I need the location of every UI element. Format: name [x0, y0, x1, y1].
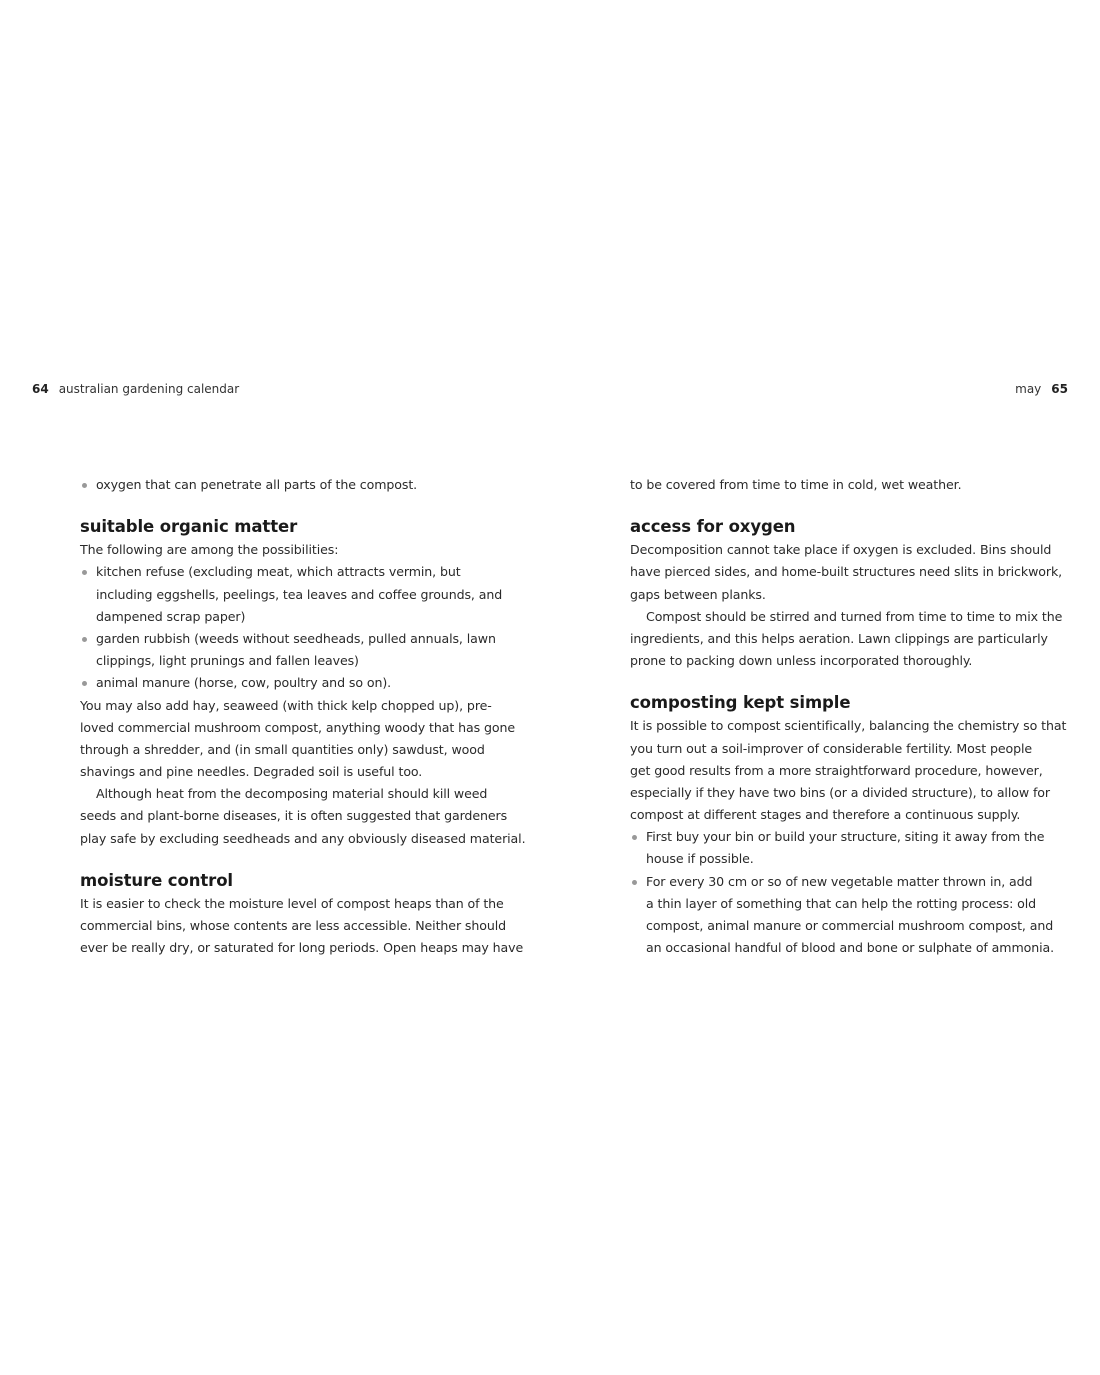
body-text-line: loved commercial mushroom compost, anything woody that has gone [80, 719, 516, 735]
body-text-line: It is easier to check the moisture level of compost heaps than of the [80, 895, 504, 911]
body-text-line: get good results from a more straightforward procedure, however, [630, 762, 1043, 778]
section-heading: composting kept simple [630, 693, 851, 713]
chapter-title: may [1015, 382, 1042, 396]
book-title: australian gardening calendar [58, 382, 240, 396]
body-text-line: Compost should be stirred and turned from time to time to mix the [646, 608, 1063, 624]
body-text-line: house if possible. [646, 851, 754, 867]
body-text-line: including eggshells, peelings, tea leaves and coffee grounds, and [96, 586, 503, 602]
body-text-line: ingredients, and this helps aeration. Lawn clippings are particularly [630, 630, 1048, 646]
section-heading: suitable organic matter [80, 517, 298, 537]
bullet-item-line: animal manure (horse, cow, poultry and so on). [80, 672, 520, 694]
section-heading: moisture control [80, 870, 233, 890]
body-text-line: It is possible to compost scientifically, balancing the chemistry so that [630, 718, 1067, 734]
body-text-line: have pierced sides, and home-built structures need slits in brickwork, [630, 564, 1063, 580]
body-text-line: The following are among the possibilities: [80, 542, 339, 558]
body-text-line: Decomposition cannot take place if oxygen is excluded. Bins should [630, 542, 1052, 558]
right-running-header [1015, 382, 1068, 396]
body-text-line: to be covered from time to time in cold, wet weather. [630, 477, 962, 492]
left-running-header [32, 382, 239, 396]
body-text-line: through a shredder, and (in small quantities only) sawdust, wood [80, 741, 485, 757]
body-text-line: dampened scrap paper) [96, 608, 246, 624]
body-text-line: commercial bins, whose contents are less accessible. Neither should [80, 918, 507, 933]
body-text-line: especially if they have two bins (or a divided structure), to allow for [630, 784, 1050, 800]
body-text-line: compost at different stages and therefore a continuous supply. [630, 807, 1021, 823]
body-text-line: you turn out a soil-improver of considerable fertility. Most people [630, 740, 1033, 756]
body-text-line: a thin layer of something that can help the rotting process: old [646, 895, 1037, 911]
body-text-line: You may also add hay, seaweed (with thick kelp chopped up), pre- [80, 697, 492, 713]
body-text-line: gaps between planks. [630, 586, 766, 602]
left-page-number: 64 [32, 382, 49, 396]
right-page-column [630, 474, 1070, 959]
section-heading: access for oxygen [630, 517, 796, 537]
body-text-line: seeds and plant-borne diseases, it is often suggested that gardeners [80, 808, 508, 824]
body-text-line: clippings, light prunings and fallen leaves) [96, 653, 359, 669]
body-text-line: prone to packing down unless incorporated thoroughly. [630, 653, 973, 669]
bullet-item-line: First buy your bin or build your structure, siting it away from the [630, 826, 1070, 848]
left-page-column [80, 474, 526, 959]
right-page-number: 65 [1051, 382, 1068, 396]
body-text-line: play safe by excluding seedheads and any obviously diseased material. [80, 830, 526, 846]
body-text-line: an occasional handful of blood and bone or sulphate of ammonia. [646, 940, 1055, 956]
bullet-item-line: For every 30 cm or so of new vegetable matter thrown in, add [630, 871, 1070, 893]
body-text-line: shavings and pine needles. Degraded soil is useful too. [80, 764, 423, 780]
bullet-item-line: garden rubbish (weeds without seedheads, pulled annuals, lawn [80, 628, 520, 650]
body-text-line: ever be really dry, or saturated for long periods. Open heaps may have [80, 940, 524, 956]
bullet-item-line: kitchen refuse (excluding meat, which attracts vermin, but [80, 561, 520, 583]
body-text-line: Although heat from the decomposing material should kill weed [96, 786, 488, 802]
body-text-line: compost, animal manure or commercial mushroom compost, and [646, 918, 1054, 933]
bullet-item-line: oxygen that can penetrate all parts of the compost. [80, 474, 520, 496]
